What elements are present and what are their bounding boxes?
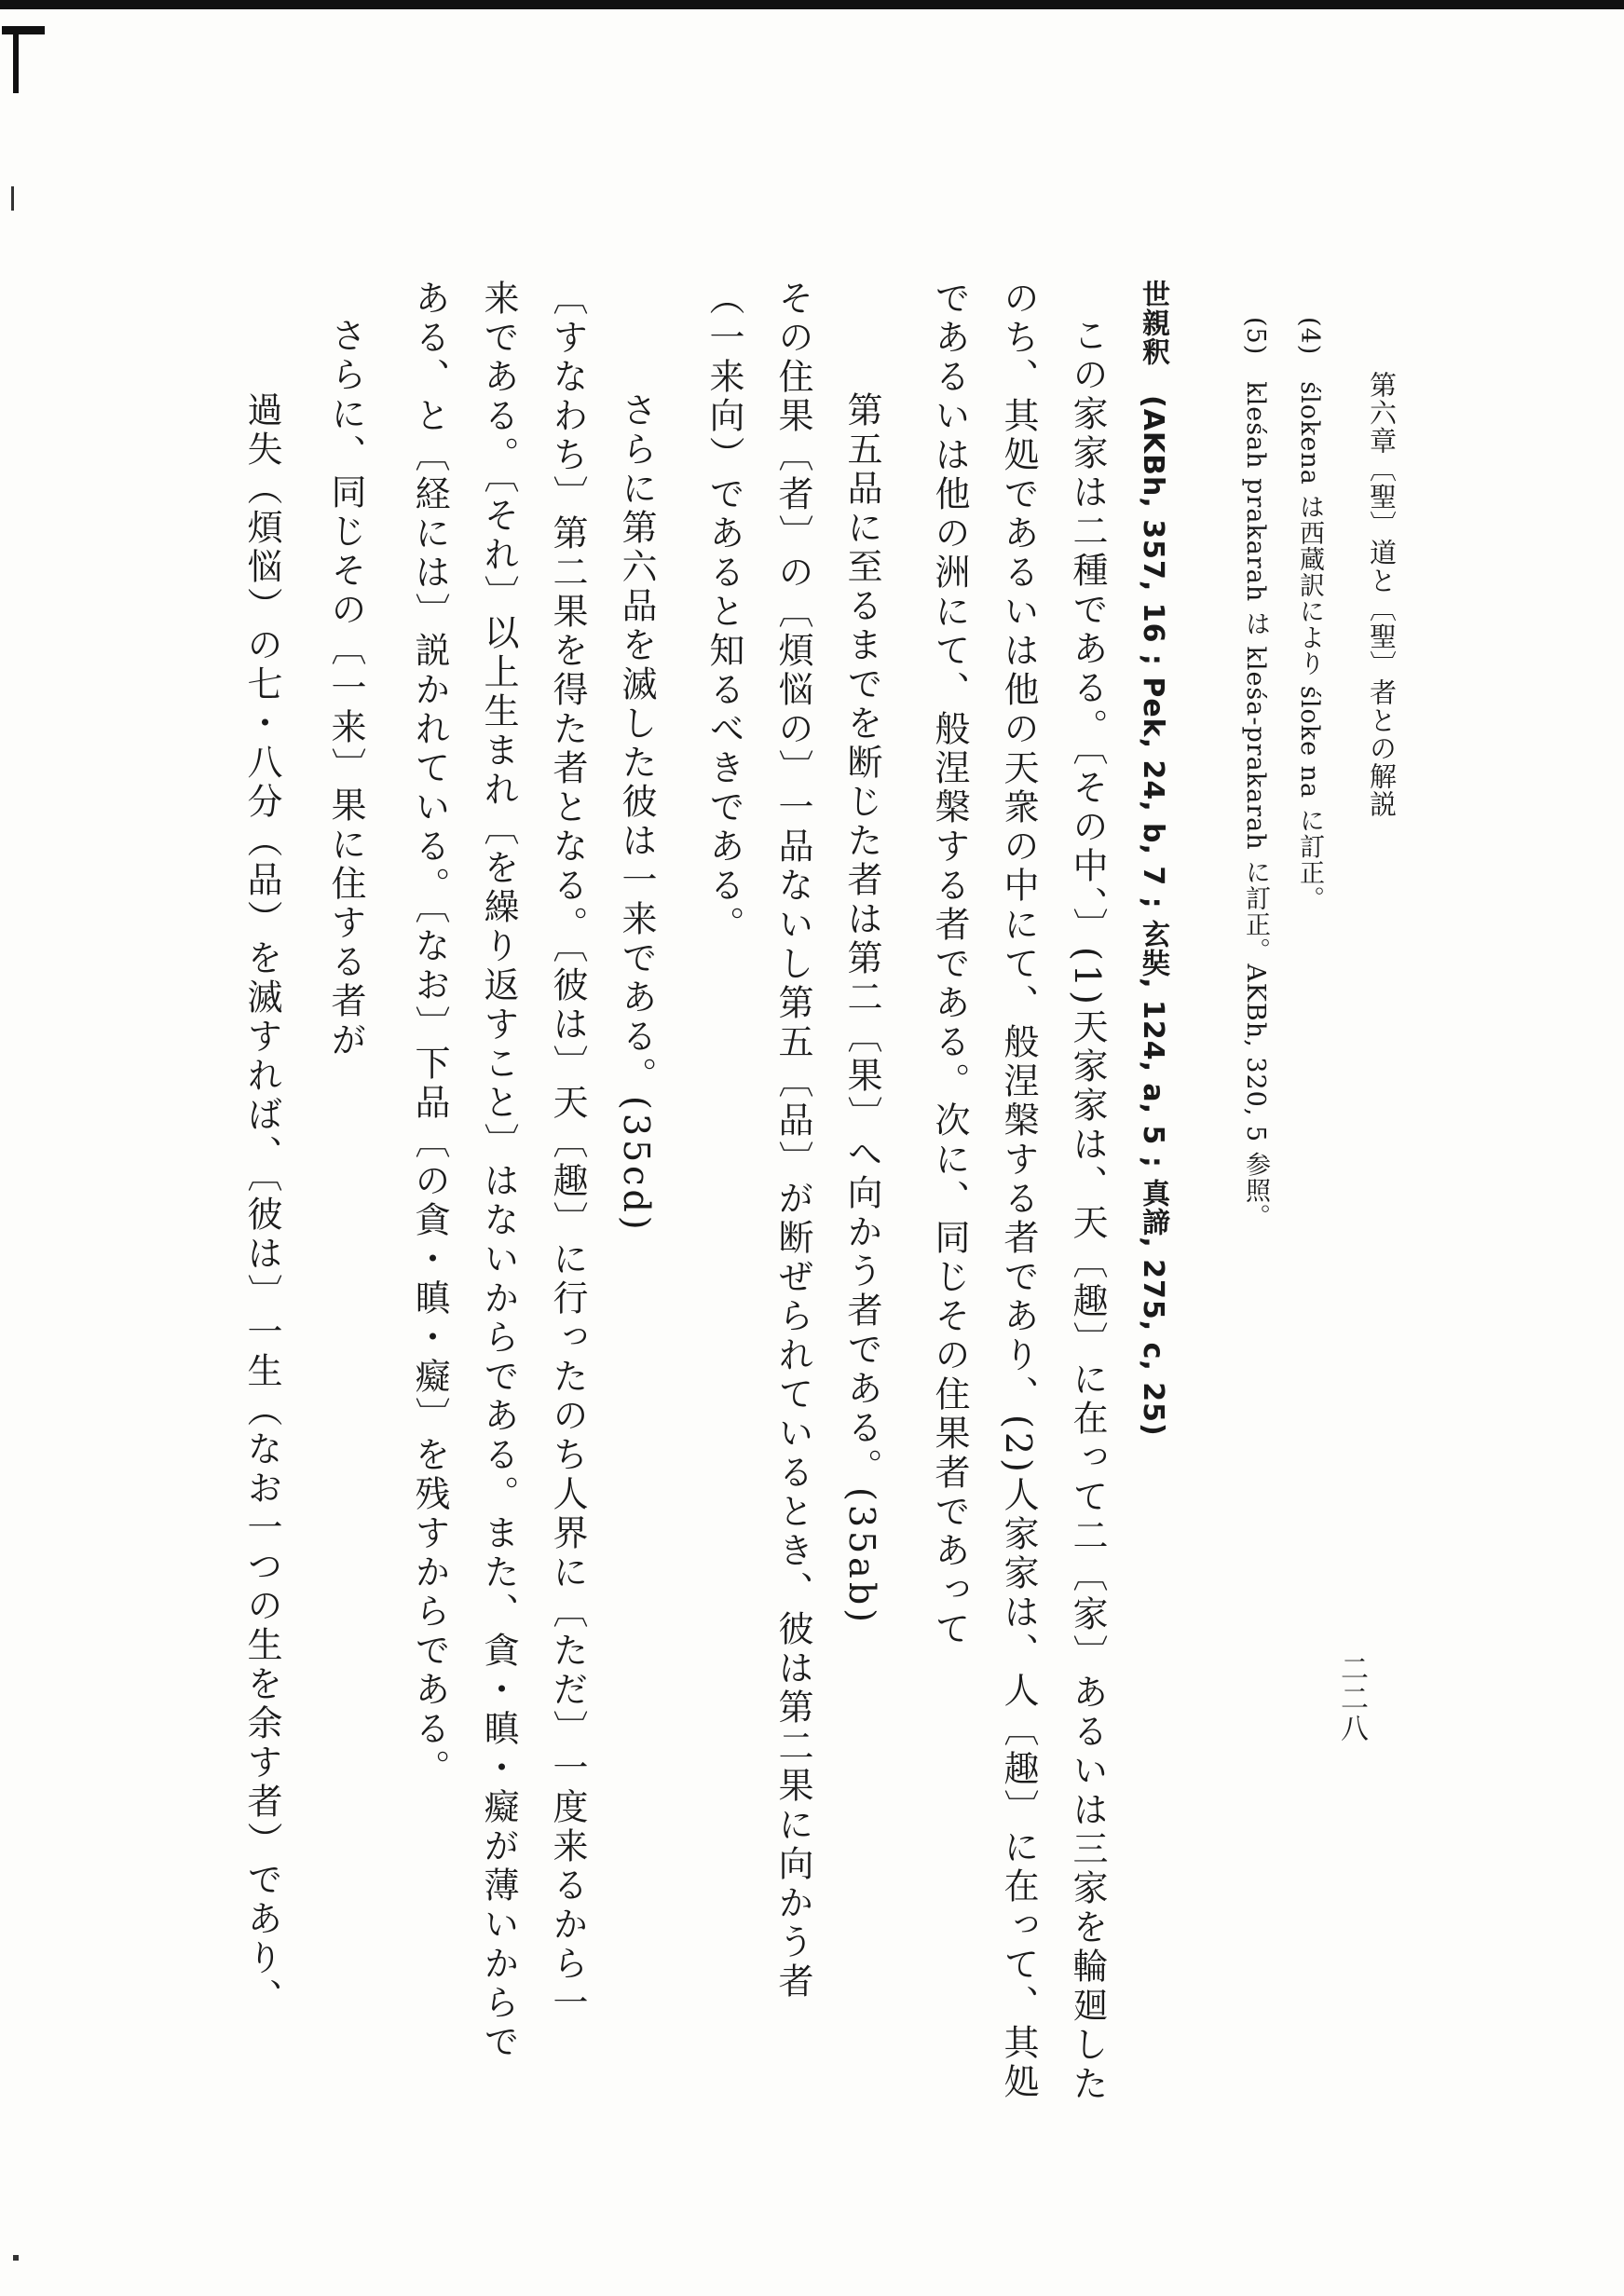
footnote-marker: (5) <box>1241 317 1270 356</box>
body-line: 第五品に至るまでを断じた者は第二〔果〕へ向かう者である。(35ab) <box>841 391 882 1626</box>
body-line: さらに、同じその〔一来〕果に住する者が <box>325 317 366 1060</box>
body-line: さらに第六品を滅した彼は一来である。(35cd) <box>616 391 657 1234</box>
footnote-4 <box>1297 317 1322 912</box>
body-line: であるいは他の洲にて、般涅槃する者である。次に、同じその住果者であって <box>929 280 970 1649</box>
scan-mark <box>13 28 19 93</box>
scan-edge <box>0 0 1624 9</box>
scan-mark <box>13 2255 19 2261</box>
scan-mark <box>2 26 45 34</box>
body-line: この家家は二種である。〔その中、〕(1)天家家は、天〔趣〕に在って二〔家〕あるいは三家を輪廻した <box>1067 317 1108 2104</box>
body-line: のち、其処であるいは他の天衆の中にて、般涅槃する者であり、(2)人家家は、人〔趣〕に在って、其処 <box>998 280 1039 2102</box>
page-number: 二二八 <box>1335 1654 1368 1743</box>
scan-mark <box>11 186 14 211</box>
body-line: 〔すなわち〕第二果を得た者となる。〔彼は〕天〔趣〕に行ったのち人界に〔ただ〕一度来るから一 <box>547 280 588 2023</box>
body-line: 過失（煩悩）の七・八分（品）を滅すれば、〔彼は〕一生（なお一つの生を余す者）であり、 <box>241 391 282 2017</box>
commentary-heading: 世親釈 (AKBh, 357, 16 ; Pek, 24, b, 7 ; 玄奘, 124, a, 5 ; 真諦, 275, c, 25) <box>1137 280 1169 1437</box>
footnote-5 <box>1243 317 1268 1230</box>
footnote-text: ślokena は西蔵訳により śloke na に訂正。 <box>1295 381 1324 912</box>
footnote-marker: (4) <box>1295 317 1324 356</box>
body-line: ある、と〔経には〕説かれている。〔なお〕下品〔の貪・瞋・癡〕を残すからである。 <box>409 280 450 1788</box>
chapter-title: 第六章〔聖〕道と〔聖〕者との解説 <box>1366 371 1398 818</box>
body-line: その住果〔者〕の〔煩悩の〕一品ないし第五〔品〕が断ぜられているとき、彼は第二果に向かう者 <box>772 280 813 2002</box>
footnote-text: kleśah prakarah は kleśa-prakarah に訂正。AKBh, 320, 5 参照。 <box>1241 381 1270 1230</box>
body-line: （一来向）であると知るべきである。 <box>703 280 744 945</box>
body-line: 来である。〔それ〕以上生まれ〔を繰り返すこと〕はないからである。また、貪・瞋・癡が薄いからで <box>478 280 519 2062</box>
